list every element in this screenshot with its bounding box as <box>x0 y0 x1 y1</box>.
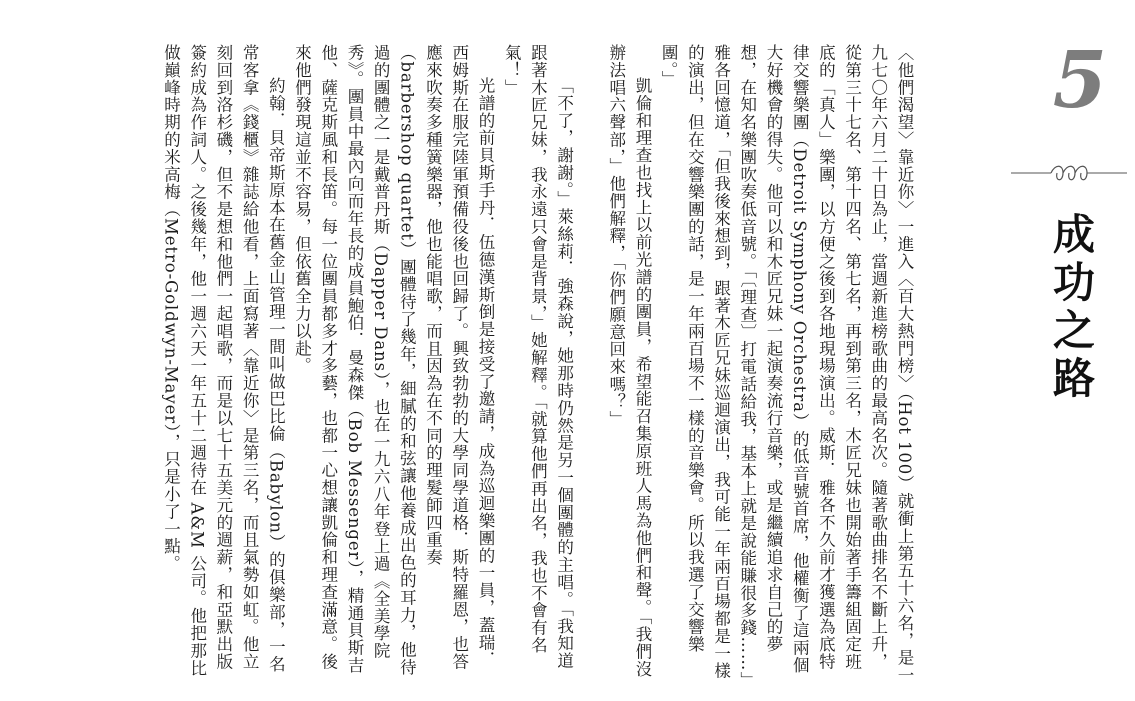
paragraph-1: 〈他們渴望〉靠近你〉一進入〈百大熱門榜〉（Hot 100）就衝上第五十六名，是一九七〇年六月二十日為止，當週新進榜歌曲的最高名次。隨著歌曲排名不斷上升，從第三十七名、第十四名、第七名，再到第三名，木匠兄妹也開始著手籌組固定班底的「真人」樂團，以方便之後到各地現場演出。威斯．雅各不久前才獲選為底特律交響樂團（Detroit Symphony Orchestra）的低音號首席，他權衡了這兩個大好機會的得失。他可以和木匠兄妹一起演奏流行音樂，或是繼續追求自己的夢想，在知名樂團吹奏低音號。「〔理查〕打電話給我，基本上就是說能賺很多錢……」雅各回憶道，「但我後來想到，跟著木匠兄妹巡迴演出，我可能一年兩百場都是一樣的演出，但在交響樂團的話，是一年兩百場不一樣的音樂會。所以我選了交響樂團。」 <box>659 44 914 684</box>
chapter-title: 成功之路 <box>1047 212 1096 404</box>
ornament-divider-icon <box>1011 158 1127 188</box>
paragraph-4: 光譜的前貝斯手丹．伍德漢斯倒是接受了邀請，成為巡迴樂團的一員，蓋瑞．西姆斯在服完陸軍預備役後也回歸了。興致勃勃的大學同學道格．斯特羅恩，也答應來吹奏多種簧樂器，他也能唱歌，而且因為在不同的理髮師四重奏（barbershop quartet）團體待了幾年，細膩的和弦讓他養成出色的耳力，他待過的團體之一是戴普丹斯（Dapper Dans），也在一九六八年登上過《全美學院秀》。團員中最內向而年長的成員鮑伯．曼森傑（Bob Messenger），精通貝斯吉他、薩克斯風和長笛。每一位團員都多才多藝，也都一心想讓凱倫和理查滿意。後來他們發現這並不容易，但依舊全力以赴。 <box>292 44 495 676</box>
paragraph-3: 「不了，謝謝。」萊絲莉．強森說，她那時仍然是另一個團體的主唱。「我知道跟著木匠兄妹，我永遠只會是背景，」她解釋。「就算他們再出名，我也不會有名氣！」 <box>502 44 574 670</box>
chapter-body <box>12 44 917 684</box>
paragraph-2: 凱倫和理查也找上以前光譜的團員，希望能召集原班人馬為他們和聲。「我們沒辦法唱六聲部，」他們解釋，「你們願意回來嗎？」 <box>606 44 652 678</box>
paragraph-5: 約翰．貝帝斯原本在舊金山管理一間叫做巴比倫（Babylon）的俱樂部，一名常客拿《錢櫃》雜誌給他看，上面寫著〈靠近你〉是第三名，而且氣勢如虹。他立刻回到洛杉磯，但不是想和他們一起唱歌，而是以七十五美元的週薪，和亞默出版簽約成為作詞人。之後幾年，他一週六天一年五十二週待在 A&M 公司。他把那比做巔峰時期的米高梅（Metro-Goldwyn-Mayer），只是小了一點。 <box>161 44 286 677</box>
chapter-number: 5 <box>1052 35 1107 126</box>
